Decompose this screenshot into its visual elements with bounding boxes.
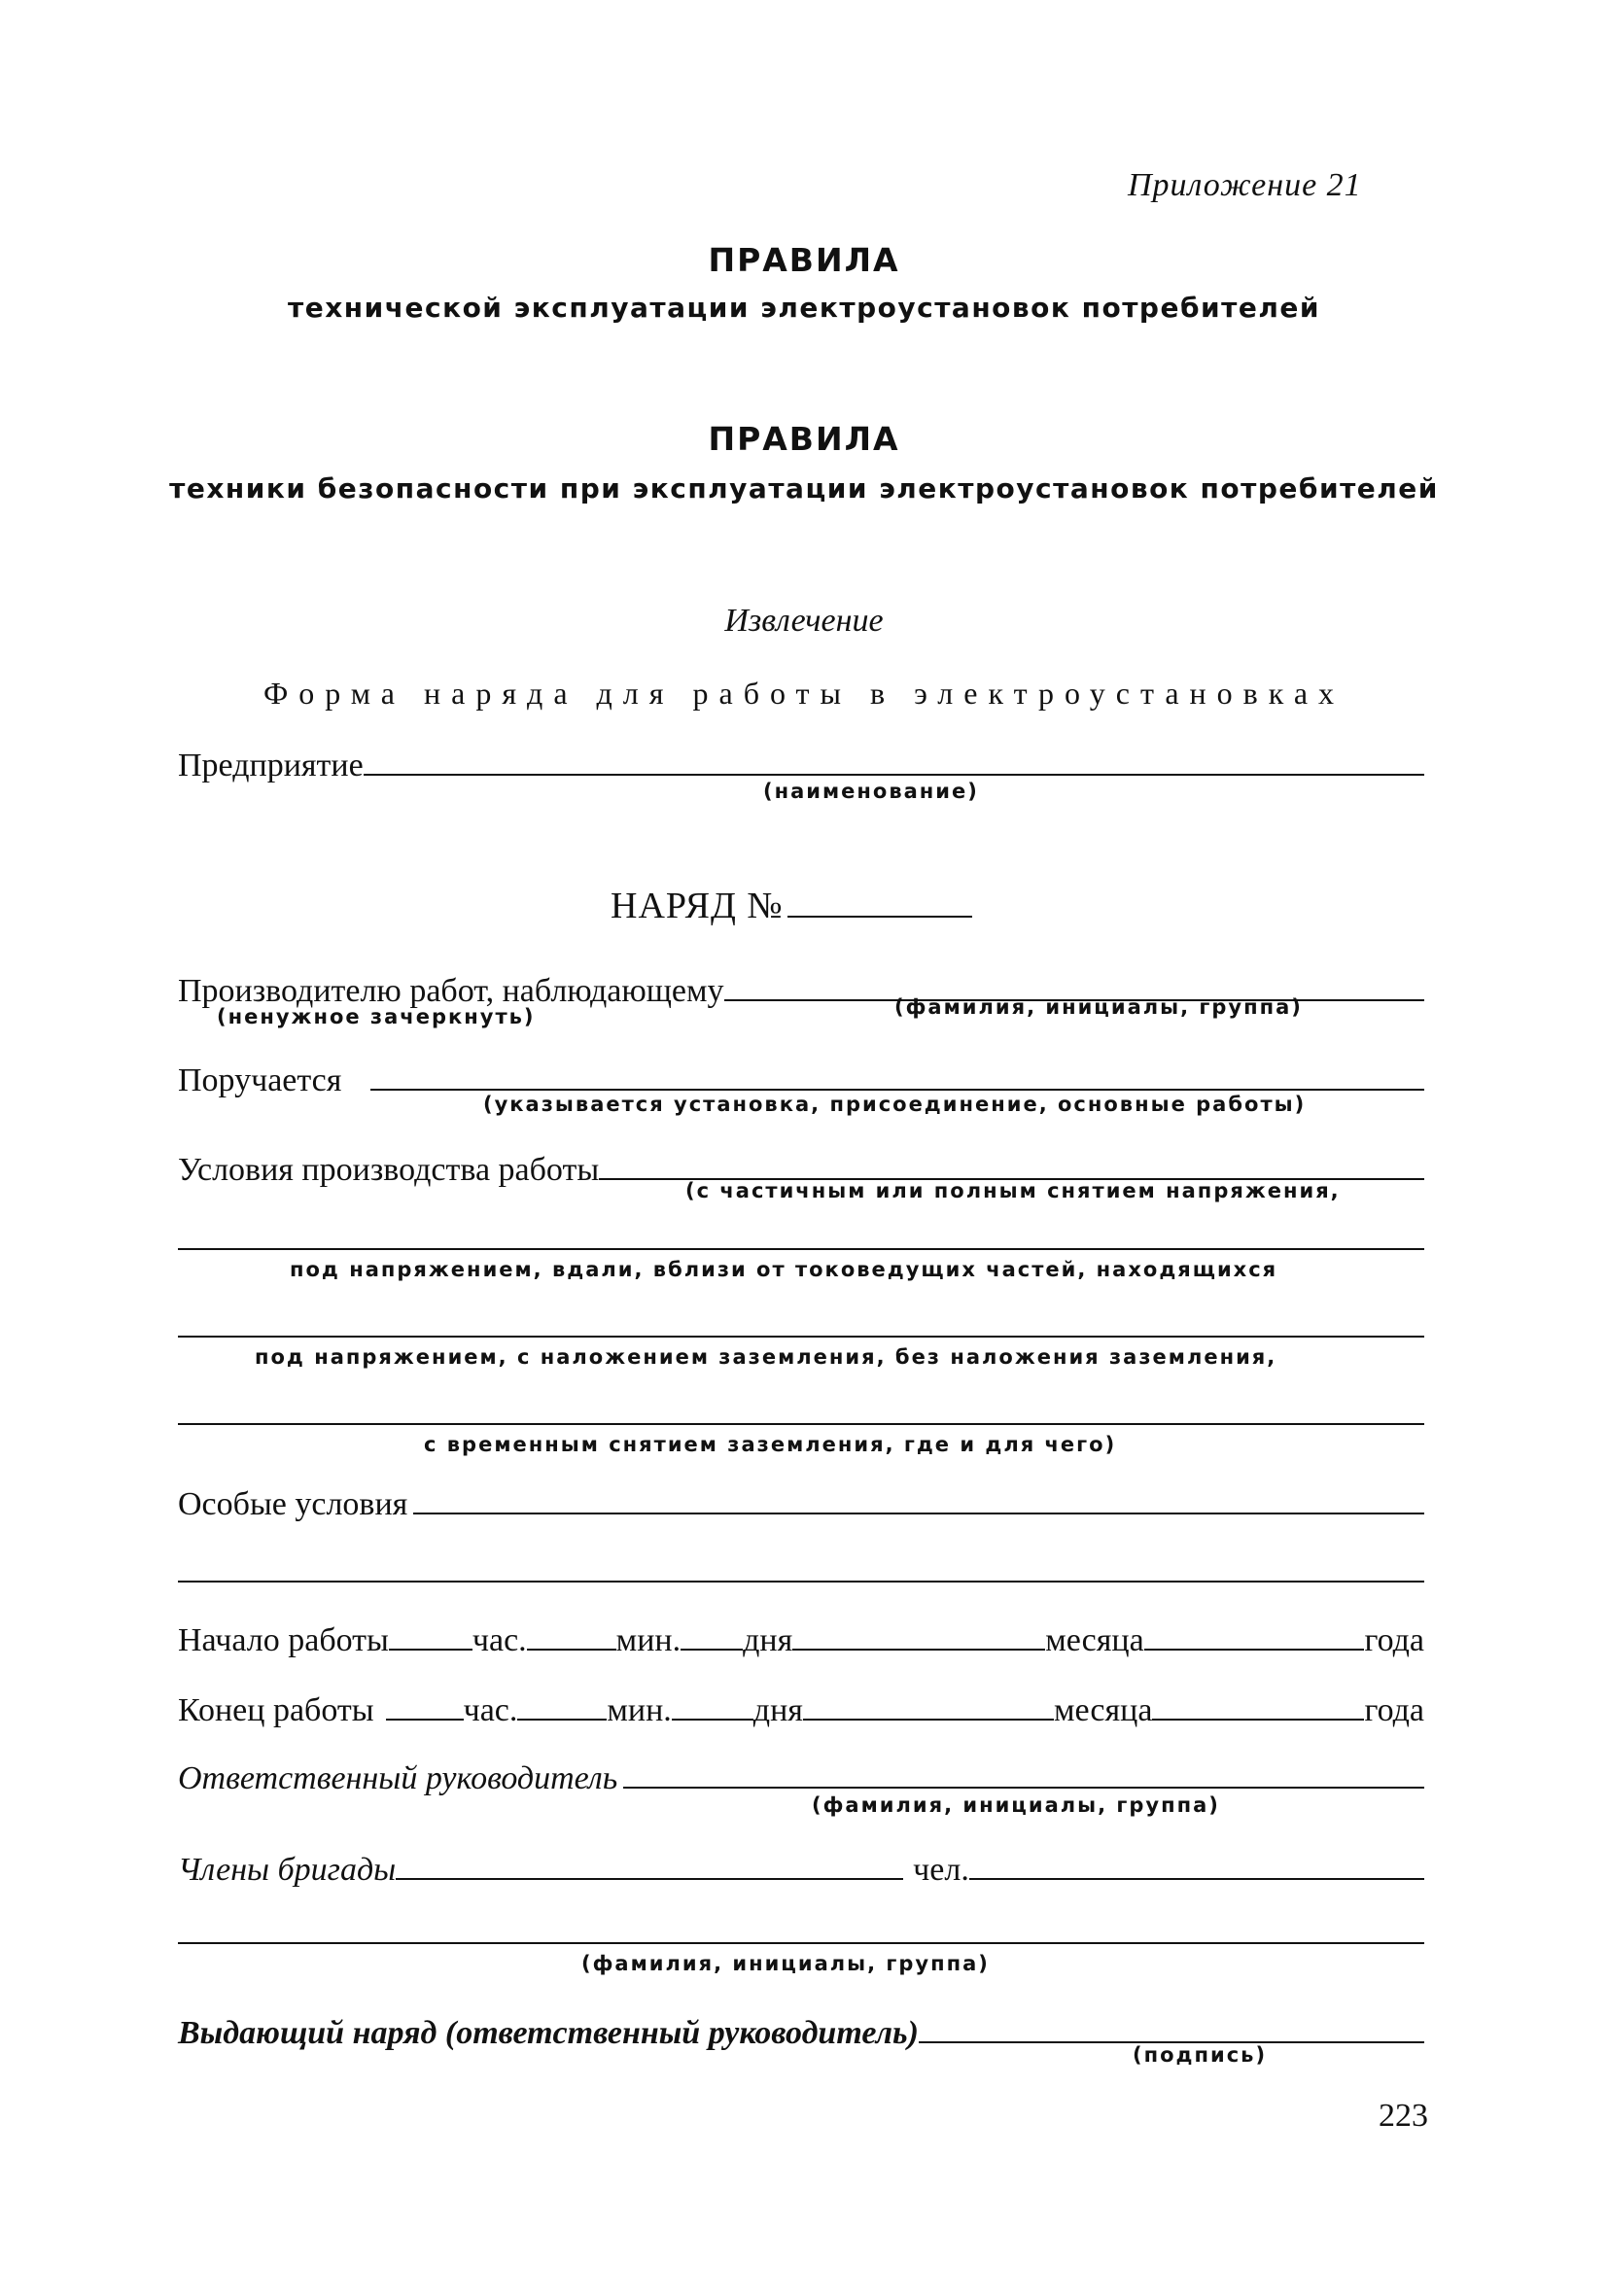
start-min-field[interactable] bbox=[527, 1649, 616, 1651]
enterprise-field[interactable] bbox=[364, 774, 1424, 776]
issuer-caption: (подпись) bbox=[1133, 2043, 1268, 2067]
responsible-label: Ответственный руководитель bbox=[178, 1760, 618, 1796]
end-year-label: года bbox=[1364, 1692, 1424, 1728]
performer-caption-left: (ненужное зачеркнуть) bbox=[217, 1005, 536, 1028]
start-row bbox=[178, 1621, 1424, 1660]
start-year-field[interactable] bbox=[1144, 1649, 1365, 1651]
issuer-label: Выдающий наряд (ответственный руководитель) bbox=[178, 2015, 919, 2051]
brigade-line2[interactable] bbox=[178, 1942, 1424, 1944]
rules1-title: ПРАВИЛА bbox=[708, 241, 900, 279]
assigned-label: Поручается bbox=[178, 1062, 342, 1098]
end-hour-label: час. bbox=[463, 1692, 518, 1728]
conditions-caption2: под напряжением, вдали, вблизи от токоведущих частей, находящихся bbox=[290, 1258, 1278, 1281]
end-label: Конец работы bbox=[178, 1692, 374, 1728]
start-hour-label: час. bbox=[472, 1622, 527, 1658]
conditions-caption4: с временным снятием заземления, где и для чего) bbox=[424, 1433, 1117, 1456]
appendix-label: Приложение 21 bbox=[1128, 167, 1362, 203]
conditions-caption3: под напряжением, с наложением заземления, без наложения заземления, bbox=[255, 1345, 1277, 1369]
end-month-field[interactable] bbox=[803, 1719, 1054, 1721]
rules2-title: ПРАВИЛА bbox=[708, 420, 900, 458]
form-title: Форма наряда для работы в электроустановках bbox=[262, 676, 1346, 711]
end-hour-field[interactable] bbox=[386, 1719, 464, 1721]
brigade-caption: (фамилия, инициалы, группа) bbox=[581, 1952, 990, 1975]
end-row bbox=[178, 1691, 1424, 1730]
special-row bbox=[178, 1485, 1424, 1524]
end-min-label: мин. bbox=[607, 1692, 672, 1728]
responsible-field[interactable] bbox=[623, 1787, 1424, 1789]
rules2-subtitle: техники безопасности при эксплуатации электроустановок потребителей bbox=[169, 472, 1439, 504]
special-label: Особые условия bbox=[178, 1486, 408, 1522]
performer-caption-right: (фамилия, инициалы, группа) bbox=[894, 995, 1303, 1019]
assigned-caption: (указывается установка, присоединение, основные работы) bbox=[483, 1093, 1307, 1116]
order-label: НАРЯД № bbox=[611, 886, 784, 926]
performer-label: Производителю работ, наблюдающему bbox=[178, 973, 724, 1009]
responsible-row bbox=[178, 1759, 1424, 1798]
brigade-members-field[interactable] bbox=[396, 1878, 903, 1880]
brigade-row bbox=[178, 1851, 1424, 1890]
special-field[interactable] bbox=[413, 1513, 1424, 1514]
start-min-label: мин. bbox=[615, 1622, 682, 1658]
brigade-label: Члены бригады bbox=[178, 1852, 397, 1888]
conditions-line3[interactable] bbox=[178, 1336, 1424, 1338]
start-month-field[interactable] bbox=[792, 1649, 1045, 1651]
start-month-label: месяца bbox=[1045, 1622, 1144, 1658]
rules1-subtitle: технической эксплуатации электроустановок потребителей bbox=[288, 292, 1320, 324]
assigned-field[interactable] bbox=[370, 1089, 1424, 1091]
order-row bbox=[611, 885, 972, 927]
start-label: Начало работы bbox=[178, 1622, 389, 1658]
order-number-field[interactable] bbox=[787, 916, 972, 918]
start-day-field[interactable] bbox=[681, 1649, 743, 1651]
enterprise-caption: (наименование) bbox=[763, 780, 979, 803]
conditions-line2[interactable] bbox=[178, 1248, 1424, 1250]
end-min-field[interactable] bbox=[517, 1719, 607, 1721]
start-year-label: года bbox=[1364, 1622, 1424, 1658]
brigade-people-label: чел. bbox=[913, 1852, 969, 1888]
end-year-field[interactable] bbox=[1152, 1719, 1364, 1721]
start-day-label: дня bbox=[743, 1622, 793, 1658]
responsible-caption: (фамилия, инициалы, группа) bbox=[812, 1793, 1220, 1817]
end-day-field[interactable] bbox=[672, 1719, 753, 1721]
page-number: 223 bbox=[1379, 2098, 1428, 2134]
conditions-caption1: (с частичным или полным снятием напряжения, bbox=[685, 1179, 1341, 1202]
brigade-count-field[interactable] bbox=[969, 1878, 1424, 1880]
extract-label: Извлечение bbox=[724, 603, 884, 639]
end-month-label: месяца bbox=[1053, 1692, 1153, 1728]
special-line2[interactable] bbox=[178, 1581, 1424, 1583]
conditions-label: Условия производства работы bbox=[178, 1152, 600, 1188]
enterprise-label: Предприятие bbox=[178, 748, 364, 783]
end-day-label: дня bbox=[752, 1692, 803, 1728]
conditions-line4[interactable] bbox=[178, 1423, 1424, 1425]
start-hour-field[interactable] bbox=[389, 1649, 472, 1651]
